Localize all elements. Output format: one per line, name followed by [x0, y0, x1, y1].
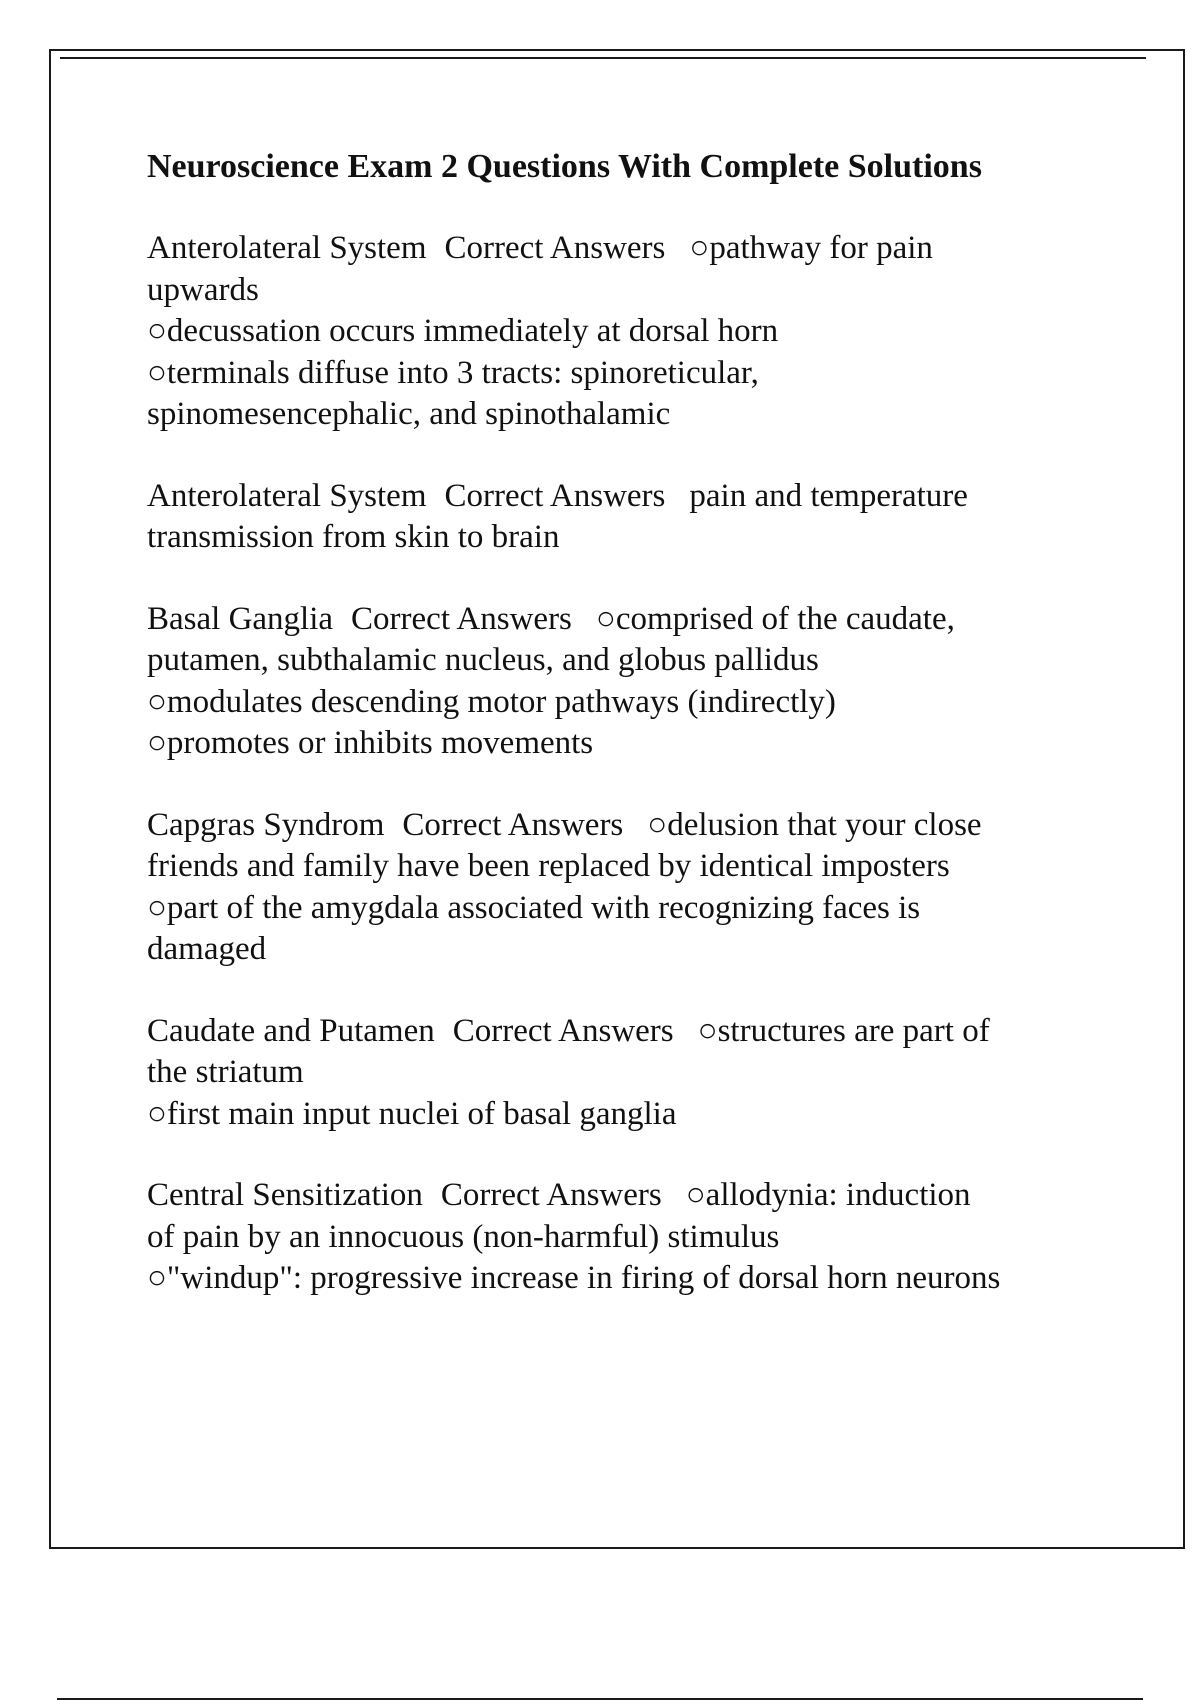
answer-line: ○promotes or inhibits movements [147, 725, 594, 761]
entry-term: Anterolateral System [147, 477, 427, 514]
correct-answers-label: Correct Answers [440, 1177, 662, 1213]
entry-first-line [147, 228, 1137, 270]
qa-entry [147, 1011, 1137, 1136]
qa-entry [147, 805, 1137, 971]
answer-line: ○"windup": progressive increase in firing of dorsal horn neurons [147, 1260, 1001, 1296]
entry-term: Anterolateral System [147, 230, 427, 266]
entry-first-line [147, 1011, 1137, 1053]
qa-entry [147, 228, 1137, 436]
answer-line: the striatum [147, 1054, 304, 1090]
qa-entry [147, 1175, 1137, 1300]
entry-first-line [147, 476, 1137, 518]
page-frame [49, 49, 1185, 1549]
answer-line: ○comprised of the caudate, [595, 600, 955, 637]
qa-entry [147, 476, 1137, 559]
answer-line: ○decussation occurs immediately at dorsal horn [147, 313, 779, 349]
entry-term: Basal Ganglia [147, 600, 334, 637]
entry-term: Central Sensitization [147, 1177, 423, 1213]
entry-first-line [147, 1175, 1137, 1217]
answer-line: damaged [147, 931, 267, 967]
document-body [147, 146, 1137, 1340]
answer-line: friends and family have been replaced by identical imposters [147, 848, 950, 884]
answer-line: pain and temperature [689, 477, 968, 514]
answer-line: ○structures are part of [697, 1012, 990, 1049]
answer-line: ○delusion that your close [647, 806, 982, 843]
answer-line: of pain by an innocuous (non-harmful) stimulus [147, 1218, 780, 1255]
entry-first-line [147, 805, 1137, 847]
answer-line: ○allodynia: induction [685, 1177, 971, 1213]
entry-term: Capgras Syndrom [147, 806, 385, 843]
answer-line: putamen, subthalamic nucleus, and globus pallidus [147, 642, 819, 678]
answer-line: ○part of the amygdala associated with recognizing faces is [147, 889, 921, 926]
correct-answers-label: Correct Answers [444, 230, 666, 266]
answer-line: ○modulates descending motor pathways (indirectly) [147, 683, 836, 720]
correct-answers-label: Correct Answers [452, 1012, 674, 1049]
correct-answers-label: Correct Answers [444, 477, 666, 514]
top-rule [60, 57, 1146, 59]
answer-line: ○terminals diffuse into 3 tracts: spinoreticular, [147, 354, 759, 391]
qa-entry [147, 599, 1137, 765]
answer-line: ○pathway for pain [689, 230, 933, 266]
correct-answers-label: Correct Answers [351, 600, 572, 637]
answer-line: ○first main input nuclei of basal ganglia [147, 1095, 677, 1132]
entry-first-line [147, 599, 1137, 641]
correct-answers-label: Correct Answers [402, 806, 624, 843]
answer-line: spinomesencephalic, and spinothalamic [147, 396, 671, 432]
entry-term: Caudate and Putamen [147, 1012, 435, 1049]
answer-line: transmission from skin to brain [147, 519, 560, 555]
page-title: Neuroscience Exam 2 Questions With Complete Solutions [147, 148, 982, 185]
answer-line: upwards [147, 271, 259, 308]
